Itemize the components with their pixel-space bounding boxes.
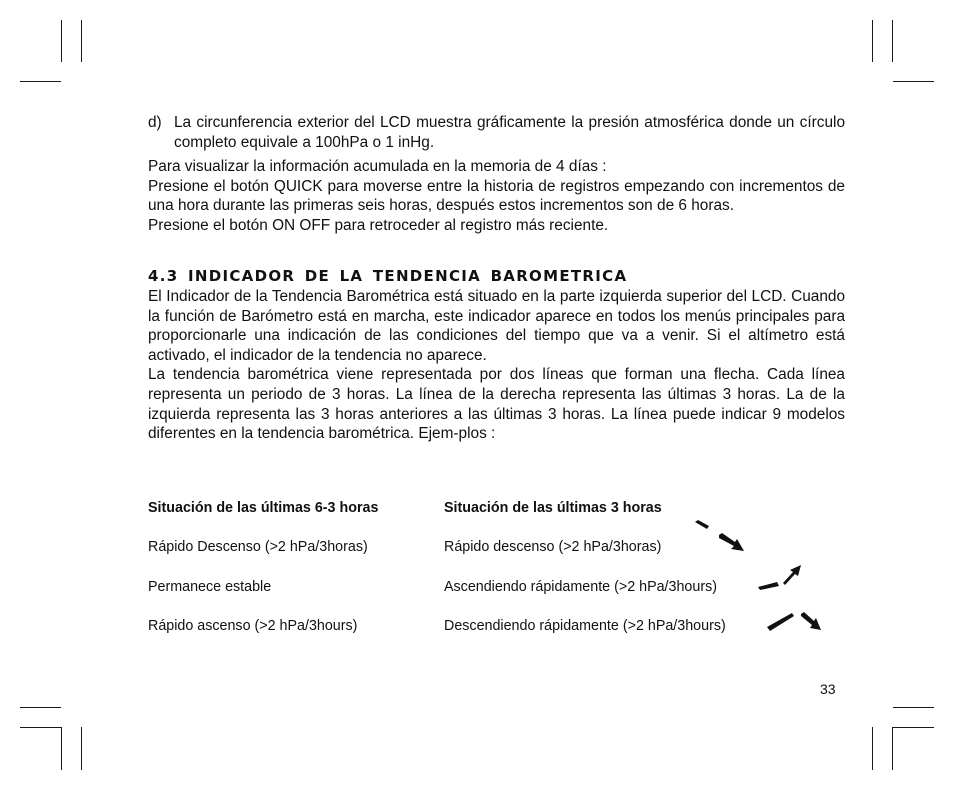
table-cell-col1: Permanece estable [148,579,272,595]
paragraph: La tendencia barométrica viene representada por dos líneas que forman una flecha. Cada línea representa un periodo de 3 horas. La línea de la derecha representa las últimas 3 horas. La de la izquierda representa las 3 horas anteriores a las últimas 3 horas. La línea puede indicar 9 modelos diferentes en la tendencia barométrica. Ejem-plos : [148,366,845,443]
section-heading: 4.3 INDICADOR DE LA TENDENCIA BAROMETRICA [148,267,628,285]
arrow-down-right-icon [718,532,748,554]
table-cell-col2: Ascendiendo rápidamente (>2 hPa/3hours) [444,579,718,595]
crop-mark [872,20,873,62]
arrow-flat-icon [757,579,781,593]
list-item-label: d) [148,114,162,131]
crop-mark [893,707,934,708]
table-cell-col1: Rápido Descenso (>2 hPa/3horas) [148,539,368,555]
crop-mark [892,20,893,62]
crop-mark [892,727,893,770]
paragraph: Presione el botón ON OFF para retroceder al registro más reciente. [148,216,609,234]
crop-mark [20,81,61,82]
paragraph: Presione el botón QUICK para moverse entre la historia de registros empezando con incrementos de una hora durante las primeras seis horas, después estos incrementos son de 6 horas. [148,177,845,215]
crop-mark [20,707,61,708]
page-number: 33 [820,681,836,697]
crop-mark [61,20,62,62]
crop-mark [893,81,934,82]
list-item-d [148,113,845,152]
crop-mark [893,727,934,728]
arrow-down-right-icon [800,612,824,634]
list-item-text: La circunferencia exterior del LCD muestra gráficamente la presión atmosférica donde un círculo completo equivale a 100hPa o 1 inHg. [174,114,845,151]
table-cell-col2: Descendiendo rápidamente (>2 hPa/3hours) [444,618,726,634]
crop-mark [81,20,82,62]
paragraph: Para visualizar la información acumulada en la memoria de 4 días : [148,158,607,175]
table-cell-col2: Rápido descenso (>2 hPa/3horas) [444,539,662,555]
table-header-col1: Situación de las últimas 6-3 horas [148,500,379,516]
paragraph: El Indicador de la Tendencia Barométrica está situado en la parte izquierda superior del LCD. Cuando la función de Barómetro está en marcha, este indicador aparece en todos los menús principales para proporcionarle una indicación de las condiciones del tiempo que va a venir. Si el altímetro está activado, el indicador de la tendencia no aparece. [148,288,845,364]
arrow-up-right-bar-icon [766,612,796,632]
crop-mark [61,727,62,770]
section-body [148,287,845,444]
table-cell-col1: Rápido ascenso (>2 hPa/3hours) [148,618,358,634]
arrow-down-right-short-icon [694,520,714,534]
crop-mark [81,727,82,770]
crop-mark [872,727,873,770]
crop-mark [20,727,61,728]
arrow-up-right-icon [782,563,804,587]
memory-instructions [148,157,845,235]
table-header-col2: Situación de las últimas 3 horas [444,500,662,516]
